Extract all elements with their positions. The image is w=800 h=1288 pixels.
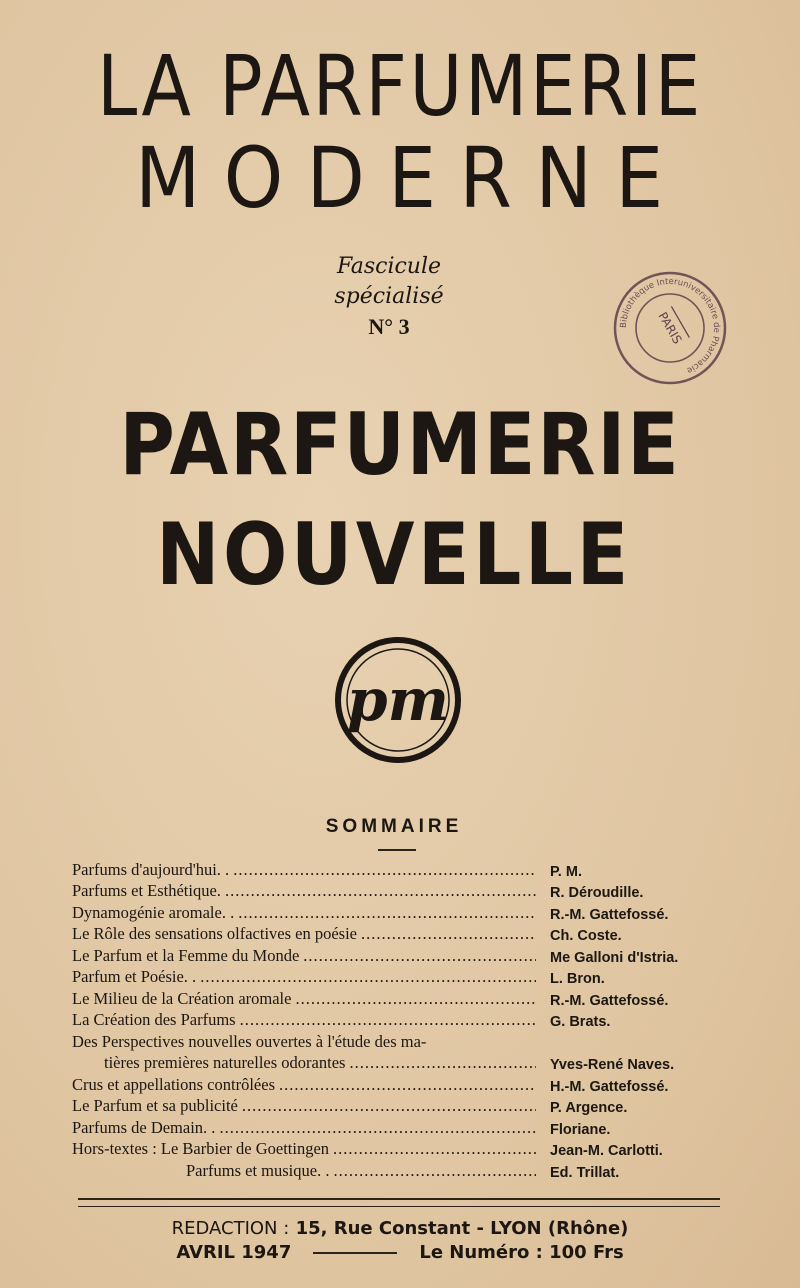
masthead-line-1: LA PARFUMERIE (97, 37, 703, 135)
issue-number: N° 3 (368, 314, 410, 339)
toc-title: Crus et appellations contrôlées (72, 1074, 275, 1094)
issue-line-2: spécialisé (334, 284, 444, 309)
toc-author: L. Bron. (550, 971, 605, 987)
sommaire-rule (378, 849, 416, 851)
toc-entry (72, 1009, 732, 1031)
footer-redaction (0, 1218, 800, 1239)
toc-title: Dynamogénie aromale. . (72, 902, 235, 922)
masthead (0, 37, 800, 227)
footer-dash (313, 1252, 397, 1254)
toc-title: Le Parfum et sa publicité (72, 1096, 238, 1115)
toc-entry (72, 880, 732, 902)
toc-author: G. Brats. (550, 1014, 611, 1030)
toc-title: Parfum et Poésie. . (72, 967, 197, 986)
toc-title: Des Perspectives nouvelles ouvertes à l'étude des ma- (72, 1031, 427, 1051)
issue-date: AVRIL 1947 (176, 1242, 292, 1263)
issue-line-1: Fascicule (336, 254, 442, 279)
toc-title: Parfums et musique. . (186, 1160, 330, 1180)
toc-entry (72, 1116, 732, 1138)
toc-entry (72, 1159, 732, 1181)
toc-author: Ch. Coste. (550, 928, 622, 944)
title-line-1: PARFUMERIE (119, 395, 681, 495)
toc-author: Jean-M. Carlotti. (550, 1143, 663, 1159)
toc-entry (72, 944, 732, 966)
toc-author: P. M. (550, 863, 582, 880)
logo-monogram: pm (347, 666, 449, 734)
toc-entry (72, 987, 732, 1009)
toc-author: H.-M. Gattefossé. (550, 1078, 669, 1095)
toc-author: R.-M. Gattefossé. (550, 906, 669, 923)
masthead-line-2: MODERNE (135, 129, 687, 227)
footer-divider (78, 1198, 720, 1207)
redaction-label: REDACTION : (171, 1218, 290, 1239)
toc-title: Parfums de Demain. . (72, 1117, 216, 1137)
stamp-ring-text: Bibliothèque Interuniversitaire de Pharmacie (618, 276, 722, 376)
toc-author: R.-M. Gattefossé. (550, 992, 669, 1009)
toc-entry-continued (72, 1052, 732, 1074)
title-line-2: NOUVELLE (156, 505, 632, 605)
toc-entry (72, 901, 732, 923)
toc-entry (72, 1138, 732, 1160)
stamp-city: PARIS (655, 309, 685, 347)
toc-author: Me Galloni d'Istria. (550, 949, 679, 966)
toc-title: Le Milieu de la Création aromale (72, 988, 292, 1008)
pm-logo (334, 636, 462, 764)
toc-author: P. Argence. (550, 1100, 628, 1116)
toc-title-continued: tières premières naturelles odorantes (104, 1053, 346, 1072)
toc-author: Floriane. (550, 1121, 611, 1138)
toc-author: Ed. Trillat. (550, 1164, 620, 1181)
redaction-address: 15, Rue Constant - LYON (Rhône) (295, 1218, 629, 1239)
toc-title: Hors-textes : Le Barbier de Goettingen (72, 1139, 330, 1158)
toc-title: Parfums d'aujourd'hui. . (72, 859, 230, 879)
toc-entry (72, 923, 732, 945)
toc-entry (72, 966, 732, 988)
table-of-contents (72, 858, 732, 1181)
issue-price: Le Numéro : 100 Frs (419, 1242, 624, 1263)
toc-entry (72, 1073, 732, 1095)
sommaire-heading: SOMMAIRE (325, 816, 463, 837)
toc-title: Le Rôle des sensations olfactives en poésie (72, 924, 358, 943)
library-stamp (612, 270, 728, 386)
toc-entry (72, 1095, 732, 1117)
toc-title: La Création des Parfums (72, 1010, 236, 1029)
toc-entry (72, 858, 732, 880)
toc-author: Yves-René Naves. (550, 1057, 675, 1073)
toc-entry (72, 1030, 732, 1052)
toc-author: R. Déroudille. (550, 885, 644, 901)
toc-title: Parfums et Esthétique. (72, 881, 221, 900)
toc-title: Le Parfum et la Femme du Monde (72, 945, 300, 965)
footer-issue-info (0, 1242, 800, 1263)
